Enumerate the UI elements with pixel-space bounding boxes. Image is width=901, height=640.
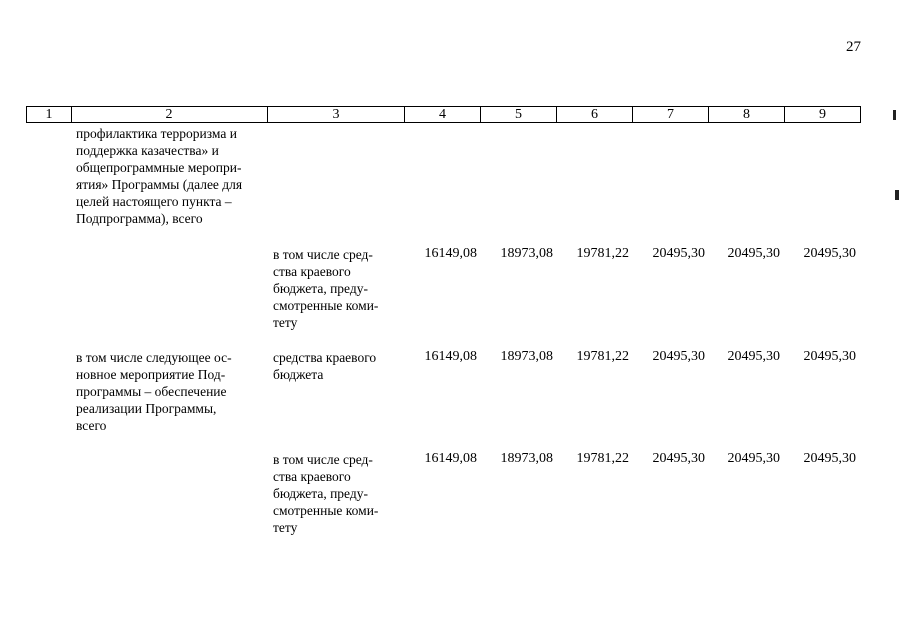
row-3-value-9: 20495,30 [803, 349, 856, 364]
header-cell-4: 4 [405, 106, 481, 123]
row-3-value-6: 19781,22 [576, 349, 629, 364]
row-2-value-7: 20495,30 [652, 246, 705, 261]
header-cell-3: 3 [268, 106, 405, 123]
row-2-value-9: 20495,30 [803, 246, 856, 261]
row-3-description [76, 349, 266, 434]
row-4-source [273, 451, 401, 536]
text-line: ятия» Программы (далее для [76, 177, 243, 192]
row-3-value-8: 20495,30 [727, 349, 780, 364]
header-cell-6: 6 [557, 106, 633, 123]
text-line: средства краевого [273, 350, 377, 365]
text-line: ства краевого [273, 264, 351, 279]
row-2-source [273, 246, 401, 331]
header-cell-1: 1 [26, 106, 72, 123]
row-4-value-5: 18973,08 [500, 451, 553, 466]
text-line: профилактика терроризма и [76, 126, 237, 141]
scan-edge-mark [893, 110, 896, 120]
row-3-value-5: 18973,08 [500, 349, 553, 364]
row-4-value-4: 16149,08 [424, 451, 477, 466]
text-line: в том числе сред- [273, 452, 373, 467]
text-line: программы – обеспечение [76, 384, 227, 399]
header-cell-9: 9 [785, 106, 861, 123]
text-line: Подпрограмма), всего [76, 211, 203, 226]
row-1-description [76, 125, 266, 227]
text-line: общепрограммные меропри- [76, 160, 242, 175]
header-cell-8: 8 [709, 106, 785, 123]
text-line: в том числе сред- [273, 247, 373, 262]
text-line: поддержка казачества» и [76, 143, 219, 158]
row-2-value-6: 19781,22 [576, 246, 629, 261]
row-4-value-8: 20495,30 [727, 451, 780, 466]
header-cell-2: 2 [71, 106, 268, 123]
page-number: 27 [846, 39, 861, 55]
text-line: бюджета, преду- [273, 281, 368, 296]
text-line: тету [273, 520, 298, 535]
text-line: ства краевого [273, 469, 351, 484]
text-line: бюджета, преду- [273, 486, 368, 501]
text-line: в том числе следующее ос- [76, 350, 232, 365]
row-2-value-5: 18973,08 [500, 246, 553, 261]
text-line: смотренные коми- [273, 503, 379, 518]
scan-edge-mark [895, 190, 899, 200]
text-line: новное мероприятие Под- [76, 367, 226, 382]
row-4-value-7: 20495,30 [652, 451, 705, 466]
row-2-value-4: 16149,08 [424, 246, 477, 261]
row-2-value-8: 20495,30 [727, 246, 780, 261]
header-cell-5: 5 [481, 106, 557, 123]
text-line: целей настоящего пункта – [76, 194, 232, 209]
row-4-value-9: 20495,30 [803, 451, 856, 466]
text-line: всего [76, 418, 107, 433]
row-3-source [273, 349, 401, 383]
row-3-value-7: 20495,30 [652, 349, 705, 364]
header-cell-7: 7 [633, 106, 709, 123]
row-3-value-4: 16149,08 [424, 349, 477, 364]
text-line: реализации Программы, [76, 401, 217, 416]
text-line: тету [273, 315, 298, 330]
text-line: смотренные коми- [273, 298, 379, 313]
text-line: бюджета [273, 367, 324, 382]
row-4-value-6: 19781,22 [576, 451, 629, 466]
